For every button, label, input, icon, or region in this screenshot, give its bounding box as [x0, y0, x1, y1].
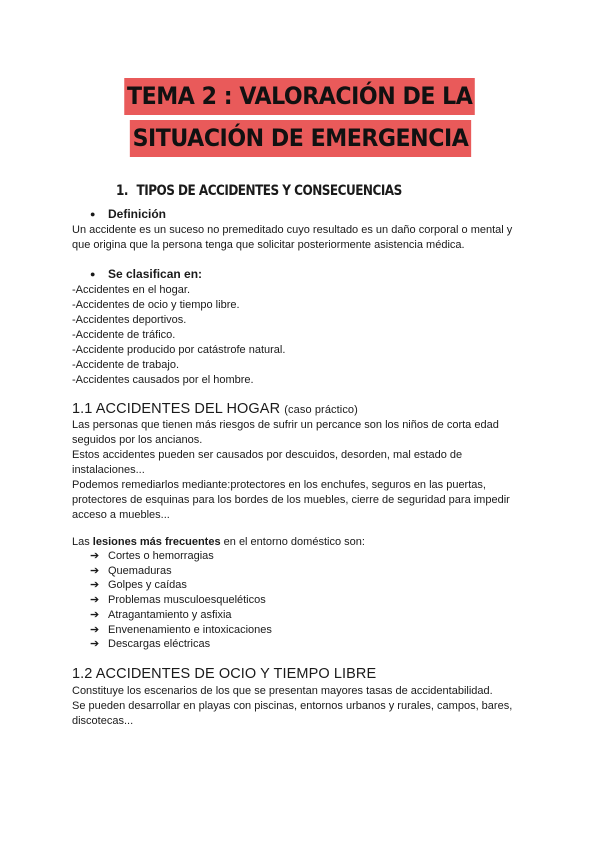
section-1-2-title: 1.2 ACCIDENTES DE OCIO Y TIEMPO LIBRE: [72, 666, 377, 682]
title-line-1: TEMA 2 : VALORACIÓN DE LA: [125, 78, 476, 115]
lesiones-post: en el entorno doméstico son:: [220, 536, 365, 548]
title-line-2: SITUACIÓN DE EMERGENCIA: [129, 120, 470, 157]
arrow-right-icon: ➔: [90, 564, 100, 577]
list-item: -Accidentes de ocio y tiempo libre.: [72, 299, 240, 311]
list-item-label: Quemaduras: [108, 564, 172, 577]
list-item: -Accidentes en el hogar.: [72, 284, 191, 296]
paragraph-line: Constituye los escenarios de los que se presentan mayores tasas de accidentabilidad.: [72, 685, 493, 697]
list-item: [90, 623, 272, 638]
list-item: [90, 578, 272, 593]
paragraph-line: seguidos por los ancianos.: [72, 434, 203, 446]
list-item: -Accidente de trabajo.: [72, 359, 180, 371]
list-item-label: Atragantamiento y asfixia: [108, 608, 232, 621]
lesiones-pre: Las: [72, 536, 93, 548]
clasifican-label: Se clasifican en:: [108, 267, 203, 281]
paragraph-line: instalaciones...: [72, 464, 145, 476]
list-item: [90, 593, 272, 608]
paragraph-line: protectores de esquinas para los bordes de los muebles, cierre de seguridad para impedir: [72, 494, 510, 506]
lesiones-list: [90, 549, 272, 652]
section-1-heading: [116, 183, 402, 199]
list-item: [90, 608, 272, 623]
list-item: -Accidente de tráfico.: [72, 329, 176, 341]
section-1-1-heading: [72, 401, 358, 417]
list-item: [90, 564, 272, 579]
list-item-label: Problemas musculoesqueléticos: [108, 594, 266, 607]
section-1-number: 1.: [116, 183, 128, 199]
lesiones-intro-line: [72, 535, 532, 550]
definicion-paragraph: [72, 223, 532, 253]
list-item-label: Cortes o hemorragias: [108, 550, 214, 562]
paragraph-line: Un accidente es un suceso no premeditado cuyo resultado es un daño corporal o mental y: [72, 224, 513, 236]
list-item: -Accidentes deportivos.: [72, 314, 187, 326]
list-item: [90, 549, 272, 564]
definicion-label: Definición: [108, 207, 167, 221]
ocio-paragraph: [72, 684, 532, 729]
section-1-title: TIPOS DE ACCIDENTES Y CONSECUENCIAS: [136, 183, 402, 199]
hogar-paragraph: [72, 418, 532, 523]
list-item-label: Envenenamiento e intoxicaciones: [108, 623, 272, 636]
lesiones-intro: [72, 535, 532, 550]
bullet-icon: ●: [90, 209, 96, 219]
section-1-1-title: 1.1 ACCIDENTES DEL HOGAR: [72, 401, 281, 417]
arrow-right-icon: ➔: [90, 579, 100, 592]
arrow-right-icon: ➔: [90, 550, 100, 562]
document-title: [0, 78, 600, 162]
paragraph-line: discotecas...: [72, 715, 134, 727]
paragraph-line: acceso a muebles...: [72, 509, 170, 521]
arrow-right-icon: ➔: [90, 638, 100, 651]
list-item: -Accidente producido por catástrofe natural.: [72, 344, 286, 356]
paragraph-line: Podemos remediarlos mediante:protectores en los enchufes, seguros en las puertas,: [72, 479, 486, 491]
list-item: [90, 637, 272, 652]
list-item-label: Descargas eléctricas: [108, 638, 211, 651]
arrow-right-icon: ➔: [90, 623, 100, 636]
section-1-2-heading: [72, 666, 376, 682]
arrow-right-icon: ➔: [90, 594, 100, 607]
list-item: -Accidentes causados por el hombre.: [72, 374, 254, 386]
paragraph-line: Las personas que tienen más riesgos de sufrir un percance son los niños de corta edad: [72, 419, 499, 431]
paragraph-line: que origina que la persona tenga que solicitar posteriormente asistencia médica.: [72, 239, 465, 251]
list-item-label: Golpes y caídas: [108, 579, 187, 592]
arrow-right-icon: ➔: [90, 608, 100, 621]
clasifican-list: [72, 283, 532, 388]
bullet-icon: ●: [90, 269, 96, 279]
definicion-bullet: [90, 207, 166, 221]
clasifican-bullet: [90, 267, 202, 281]
lesiones-bold: lesiones más frecuentes: [92, 536, 221, 548]
paragraph-line: Estos accidentes pueden ser causados por descuidos, desorden, mal estado de: [72, 449, 463, 461]
paragraph-line: Se pueden desarrollar en playas con piscinas, entornos urbanos y rurales, campos, bares,: [72, 700, 513, 712]
section-1-1-note: (caso práctico): [284, 404, 358, 416]
